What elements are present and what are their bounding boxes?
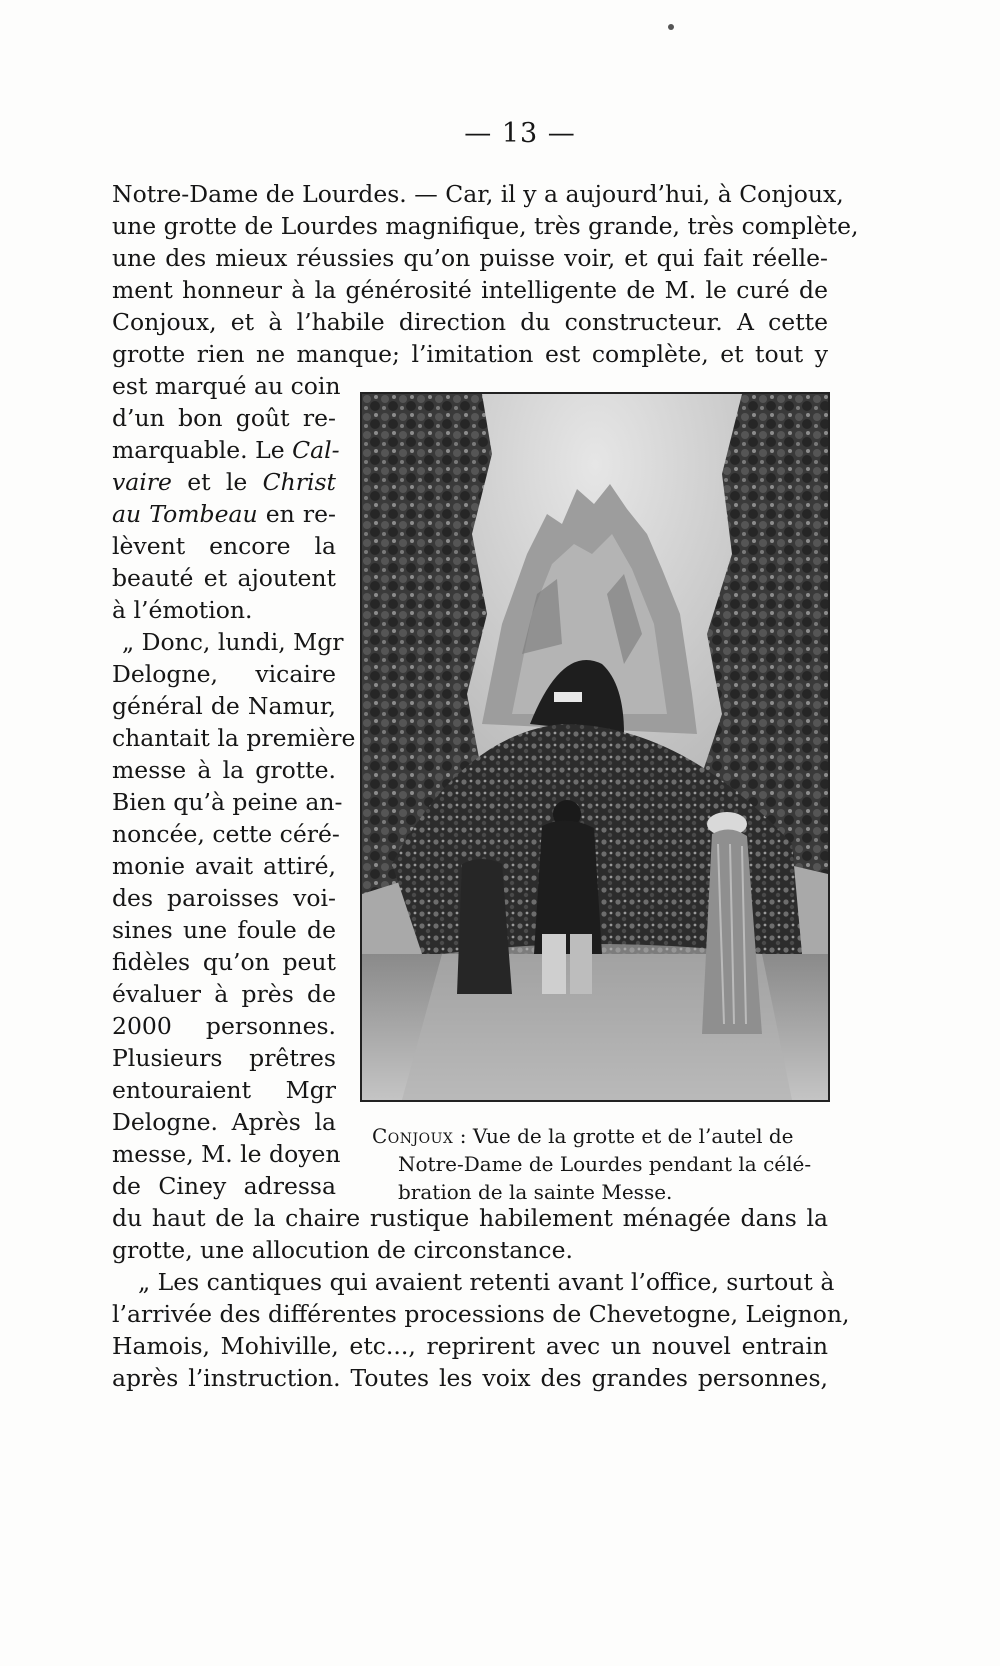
- text-run: en re-: [257, 500, 336, 528]
- text-line: Plusieurs prêtres: [112, 1044, 336, 1072]
- text-line: d’un bon goût re-: [112, 404, 336, 432]
- text-line: [112, 498, 336, 530]
- caption-place: Conjoux: [372, 1124, 454, 1148]
- text-line: Delogne. Après la: [112, 1108, 336, 1136]
- italic-text: vaire: [112, 468, 172, 496]
- text-line: [112, 434, 340, 466]
- text-line: Notre-Dame de Lourdes. — Car, il y a aujourd’hui, à Conjoux,: [112, 180, 844, 208]
- text-line: des paroisses voi-: [112, 884, 336, 912]
- caption-text: : Vue de la grotte et de l’autel de: [453, 1124, 794, 1148]
- text-line: Hamois, Mohiville, etc..., reprirent avec un nouvel entrain: [112, 1332, 828, 1360]
- text-run: et le: [171, 468, 263, 496]
- text-line: 2000 personnes.: [112, 1012, 336, 1040]
- text-line: grotte, une allocution de circonstance.: [112, 1236, 573, 1264]
- text-line: „ Les cantiques qui avaient retenti avant l’office, surtout à: [138, 1268, 835, 1296]
- text-line: fidèles qu’on peut: [112, 948, 336, 976]
- ink-speck: [668, 24, 674, 30]
- text-line: noncée, cette céré-: [112, 820, 340, 848]
- text-line: [112, 466, 336, 498]
- photo-caption-line: Notre-Dame de Lourdes pendant la célé-: [398, 1152, 812, 1176]
- text-line: grotte rien ne manque; l’imitation est complète, et tout y: [112, 340, 828, 368]
- text-line: du haut de la chaire rustique habilement ménagée dans la: [112, 1204, 828, 1232]
- text-run: marquable. Le: [112, 436, 293, 464]
- text-line: Bien qu’à peine an-: [112, 788, 343, 816]
- text-line: messe, M. le doyen: [112, 1140, 341, 1168]
- text-line: est marqué au coin: [112, 372, 341, 400]
- text-line: chantait la première: [112, 724, 356, 752]
- grotto-crowd-photo: [360, 392, 830, 1102]
- photo-caption-line: [372, 1122, 830, 1150]
- text-line: beauté et ajoutent: [112, 564, 336, 592]
- text-line: lèvent encore la: [112, 532, 336, 560]
- text-line: entouraient Mgr: [112, 1076, 336, 1104]
- text-line: ment honneur à la générosité intelligente de M. le curé de: [112, 276, 828, 304]
- text-line: de Ciney adressa: [112, 1172, 336, 1200]
- text-line: „ Donc, lundi, Mgr: [122, 628, 344, 656]
- page-number: — 13 —: [464, 118, 576, 149]
- italic-text: Christ: [262, 468, 336, 496]
- text-line: Delogne, vicaire: [112, 660, 336, 688]
- text-line: sines une foule de: [112, 916, 336, 944]
- altar-sign: [554, 692, 582, 702]
- text-line: messe à la grotte.: [112, 756, 336, 784]
- photo-caption-line: bration de la sainte Messe.: [398, 1180, 673, 1204]
- text-line: l’arrivée des différentes processions de Chevetogne, Leignon,: [112, 1300, 850, 1328]
- text-line: à l’émotion.: [112, 596, 253, 624]
- italic-text: Cal-: [292, 436, 340, 464]
- text-line: général de Namur,: [112, 692, 336, 720]
- text-line: une grotte de Lourdes magnifique, très grande, très complète,: [112, 212, 859, 240]
- text-line: évaluer à près de: [112, 980, 336, 1008]
- text-line: Conjoux, et à l’habile direction du constructeur. A cette: [112, 308, 828, 336]
- italic-text: au Tombeau: [112, 500, 258, 528]
- text-line: une des mieux réussies qu’on puisse voir, et qui fait réelle-: [112, 244, 828, 272]
- text-line: après l’instruction. Toutes les voix des grandes personnes,: [112, 1364, 828, 1392]
- foreground-figure: [534, 820, 602, 954]
- photo-image: [362, 394, 828, 1100]
- text-line: monie avait attiré,: [112, 852, 336, 880]
